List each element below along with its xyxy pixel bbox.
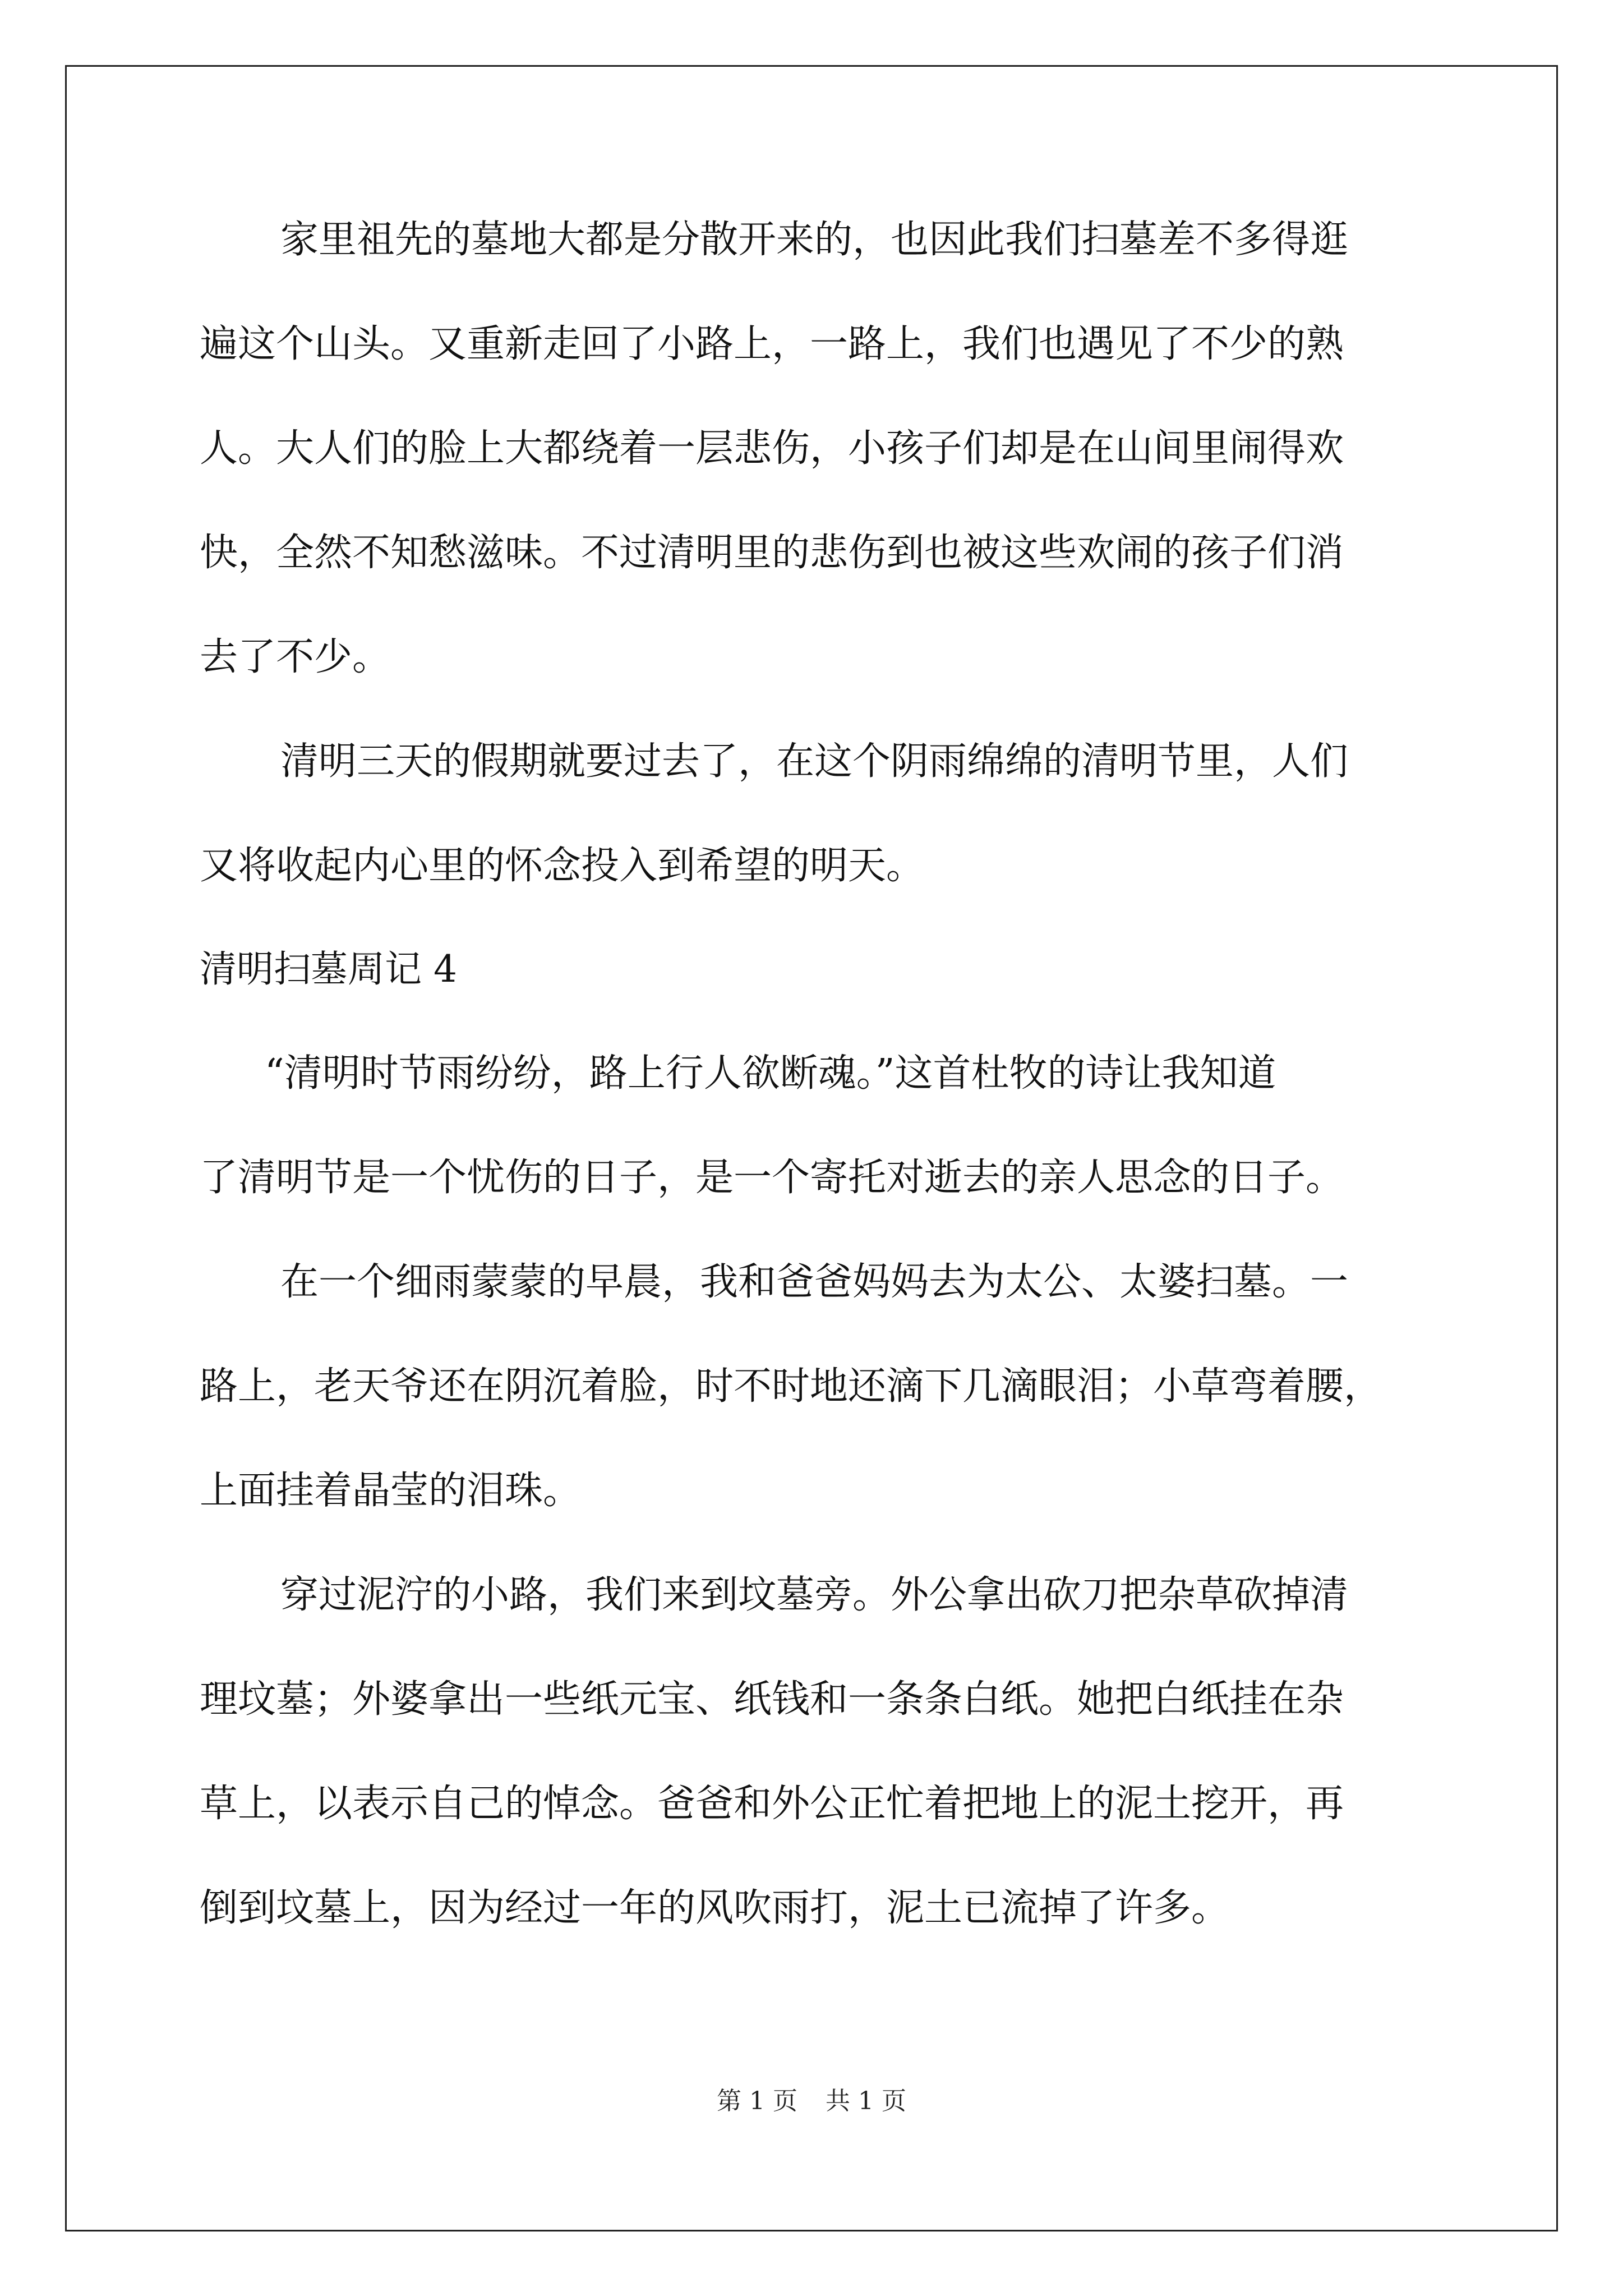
page-number-current: 第 1 页 (717, 2087, 797, 2115)
paragraph-4-line-3: 上面挂着晶莹的泪珠。 (200, 1469, 582, 1513)
paragraph-2-line-1: 清明三天的假期就要过去了，在这个阴雨绵绵的清明节里，人们 (280, 739, 1349, 784)
paragraph-4-line-1: 在一个细雨蒙蒙的早晨，我和爸爸妈妈去为太公、太婆扫墓。一 (280, 1260, 1349, 1304)
paragraph-1-line-2: 遍这个山头。又重新走回了小路上，一路上，我们也遇见了不少的熟 (200, 322, 1344, 366)
paragraph-3-line-2: 了清明节是一个忧伤的日子，是一个寄托对逝去的亲人思念的日子。 (200, 1156, 1344, 1200)
page-number-total: 共 1 页 (826, 2087, 906, 2115)
paragraph-5-line-4: 倒到坟墓上，因为经过一年的风吹雨打，泥土已流掉了许多。 (200, 1886, 1230, 1930)
paragraph-1-line-3: 人。大人们的脸上大都绕着一层悲伤，小孩子们却是在山间里闹得欢 (200, 426, 1344, 471)
page-footer (0, 2085, 1623, 2118)
paragraph-1-line-4: 快，全然不知愁滋味。不过清明里的悲伤到也被这些欢闹的孩子们消 (200, 531, 1344, 575)
paragraph-1-line-5: 去了不少。 (200, 635, 391, 679)
paragraph-5-line-2: 理坟墓；外婆拿出一些纸元宝、纸钱和一条条白纸。她把白纸挂在杂 (200, 1677, 1344, 1722)
paragraph-3-line-1: “清明时节雨纷纷，路上行人欲断魂。”这首杜牧的诗让我知道 (265, 1051, 1276, 1096)
paragraph-5-line-3: 草上，以表示自己的悼念。爸爸和外公正忙着把地上的泥土挖开，再 (200, 1782, 1344, 1826)
paragraph-1-line-1: 家里祖先的墓地大都是分散开来的，也因此我们扫墓差不多得逛 (280, 218, 1349, 262)
section-heading: 清明扫墓周记 4 (200, 947, 457, 991)
paragraph-4-line-2: 路上，老天爷还在阴沉着脸，时不时地还滴下几滴眼泪；小草弯着腰， (200, 1364, 1382, 1409)
paragraph-5-line-1: 穿过泥泞的小路，我们来到坟墓旁。外公拿出砍刀把杂草砍掉清 (280, 1573, 1349, 1617)
paragraph-2-line-2: 又将收起内心里的怀念投入到希望的明天。 (200, 844, 925, 888)
